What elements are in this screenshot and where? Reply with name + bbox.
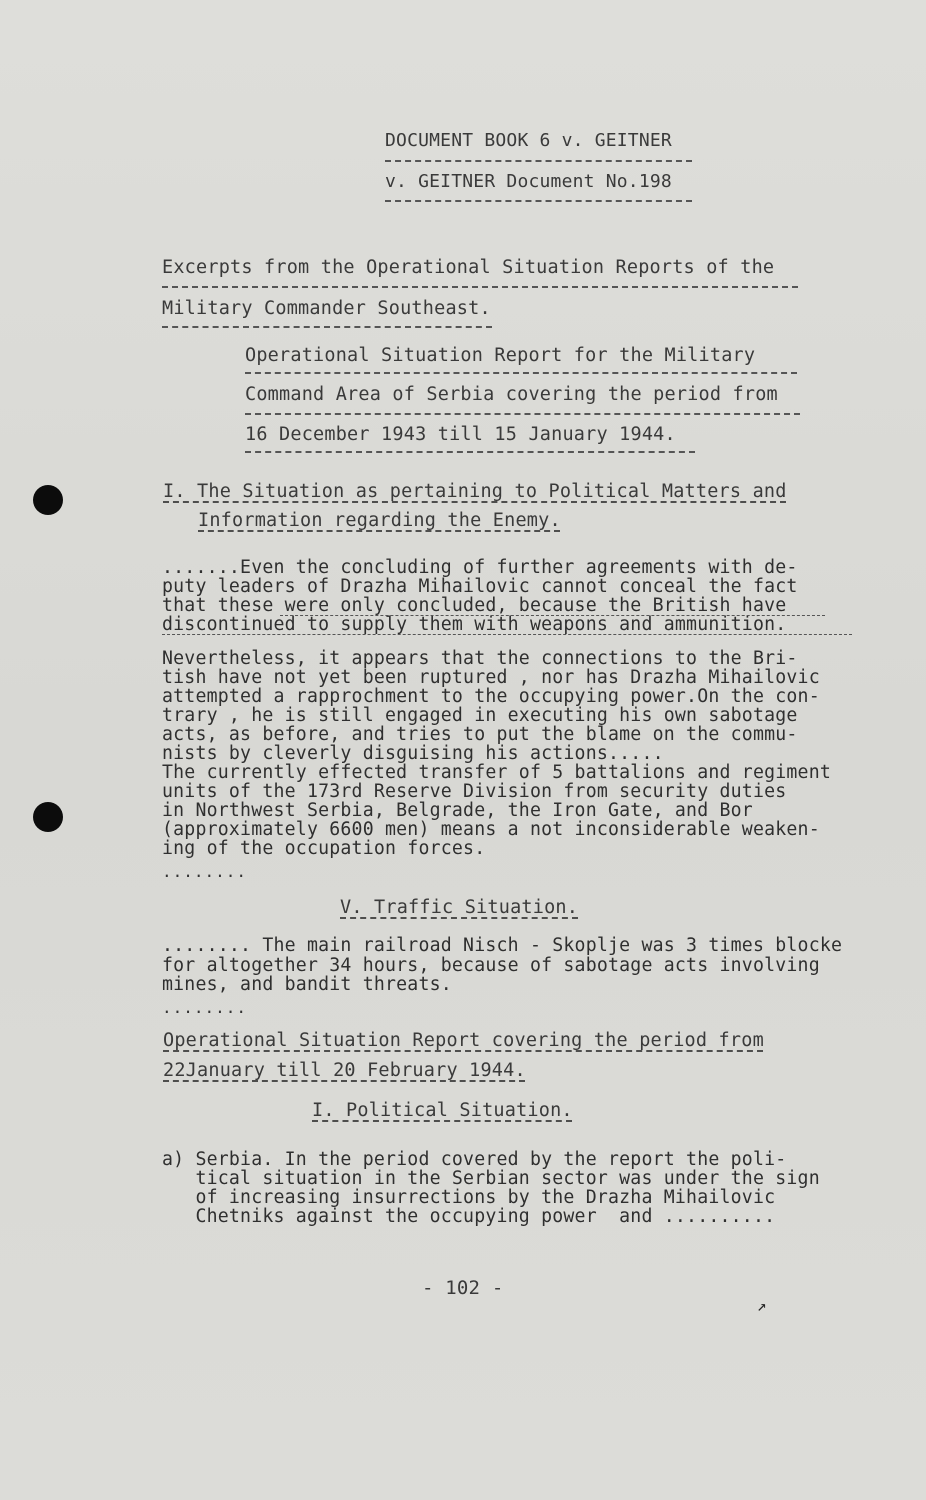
section5-para-line-2: for altogether 34 hours, because of sabotage acts involving: [162, 955, 820, 976]
section1-para2-line-3: attempted a rapprochment to the occupying power.On the con-: [162, 686, 820, 707]
report1-title-line-1: Operational Situation Report for the Military: [245, 345, 756, 366]
section1-para2-line-6: nists by cleverly disguising his actions.....: [162, 743, 664, 764]
page-number: - 102 -: [422, 1277, 504, 1299]
intro-line-1: Excerpts from the Operational Situation Reports of the: [162, 257, 775, 278]
section1-para2-line-4: trary , he is still engaged in executing his own sabotage: [162, 705, 798, 726]
rule-under-doc-number: [385, 200, 692, 202]
section1-para3-line-1: The currently effected transfer of 5 battalions and regiment: [162, 762, 831, 783]
rule-intro-2: [162, 326, 492, 328]
rule-under-book: [385, 160, 692, 162]
section1-para3-line-3: in Northwest Serbia, Belgrade, the Iron Gate, and Bor: [162, 800, 753, 821]
section1-para1-line-2: puty leaders of Drazha Mihailovic cannot conceal the fact: [162, 576, 798, 597]
section1-para2-line-1: Nevertheless, it appears that the connections to the Bri-: [162, 648, 798, 669]
section1-para3-line-4: (approximately 6600 men) means a not inconsiderable weaken-: [162, 819, 820, 840]
document-number: v. GEITNER Document No.198: [385, 171, 672, 192]
rule-report1-3: [245, 451, 695, 453]
section5-para-line-3: mines, and bandit threats.: [162, 974, 452, 995]
section5-para-line-1: ........ The main railroad Nisch - Skoplje was 3 times blocke: [162, 935, 843, 956]
rule-intro-1: [162, 286, 798, 288]
pen-mark: ↗: [757, 1296, 767, 1315]
section1-para2-line-2: tish have not yet been ruptured , nor has Drazha Mihailovic: [162, 667, 820, 688]
report1-title-line-2: Command Area of Serbia covering the period from: [245, 384, 778, 405]
political-para-line-4: Chetniks against the occupying power and ..........: [162, 1206, 776, 1227]
punch-hole-top: [33, 485, 63, 515]
section1-para1-line-1: .......Even the concluding of further agreements with de-: [162, 557, 798, 578]
rule-report1-1: [245, 372, 797, 374]
ellipsis-separator-1: ........: [162, 862, 248, 881]
political-heading: I. Political Situation.: [312, 1100, 573, 1121]
political-para-line-1: a) Serbia. In the period covered by the report the poli-: [162, 1149, 787, 1170]
punch-hole-bottom: [33, 802, 63, 832]
report1-title-line-3: 16 December 1943 till 15 January 1944.: [245, 424, 676, 445]
section1-heading-line-2: Information regarding the Enemy.: [198, 510, 561, 531]
political-para-line-3: of increasing insurrections by the Drazha Mihailovic: [162, 1187, 776, 1208]
report2-title-line-1: Operational Situation Report covering the period from: [163, 1030, 764, 1051]
section1-para3-line-5: ing of the occupation forces.: [162, 838, 486, 859]
section1-para2-line-5: acts, as before, and tries to put the blame on the commu-: [162, 724, 798, 745]
section1-heading-line-1: I. The Situation as pertaining to Political Matters and: [163, 481, 787, 502]
intro-line-2: Military Commander Southeast.: [162, 298, 491, 319]
underline-para1-line-4: [162, 634, 852, 635]
section1-para1-line-4: discontinued to supply them with weapons and ammunition.: [162, 614, 787, 635]
section5-heading: V. Traffic Situation.: [340, 897, 579, 918]
rule-report1-2: [245, 413, 800, 415]
section1-para1-line-3: that these were only concluded, because the British have: [162, 595, 787, 616]
document-book-title: DOCUMENT BOOK 6 v. GEITNER: [385, 130, 672, 151]
political-para-line-2: tical situation in the Serbian sector was under the sign: [162, 1168, 820, 1189]
underline-para1-line-3: [280, 615, 825, 616]
ellipsis-separator-2: ........: [162, 998, 248, 1017]
report2-title-line-2: 22January till 20 February 1944.: [163, 1060, 526, 1081]
section1-para3-line-2: units of the 173rd Reserve Division from security duties: [162, 781, 787, 802]
